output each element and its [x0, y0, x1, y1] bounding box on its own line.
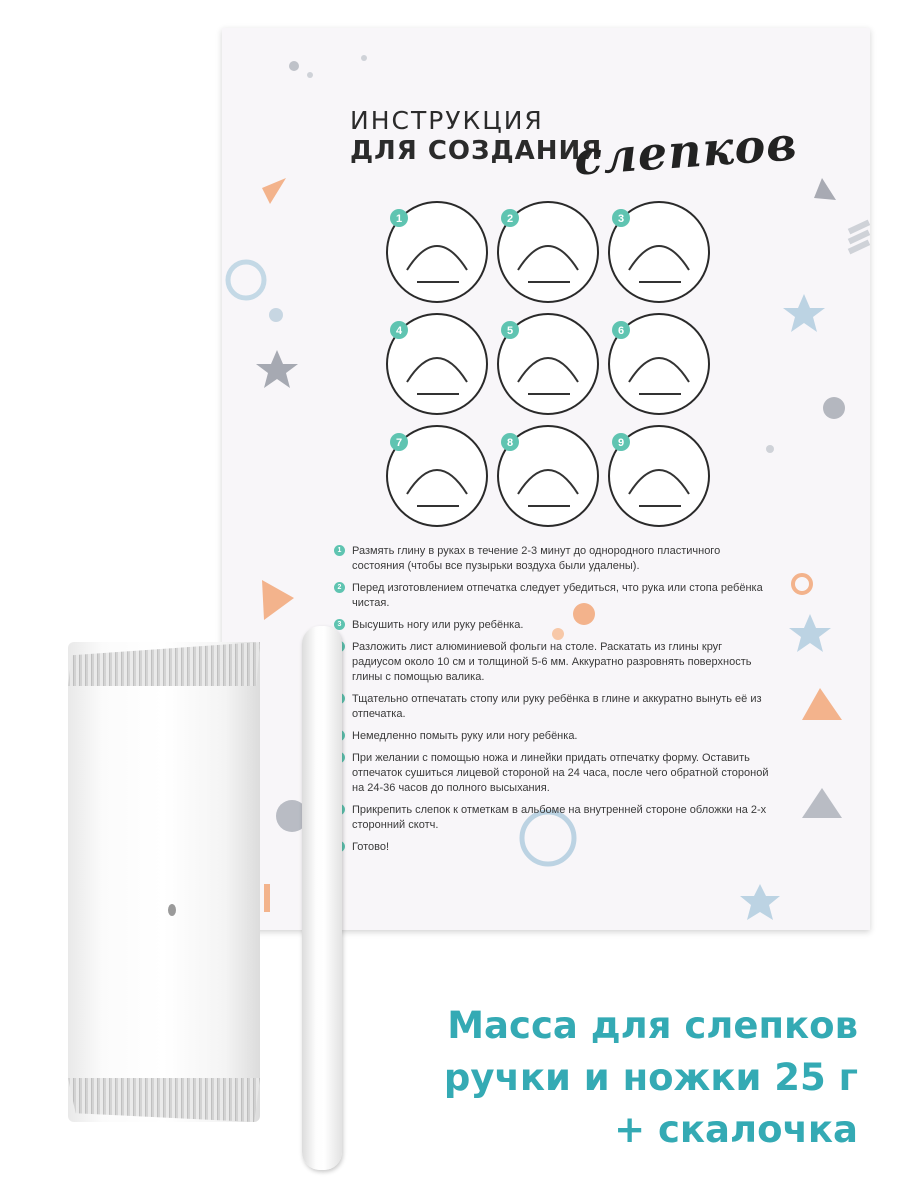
- step-illustration-6: [609, 314, 709, 414]
- instruction-item: [334, 751, 774, 796]
- instruction-number-badge: 1: [334, 545, 345, 556]
- clay-package-body: [68, 642, 260, 1122]
- instruction-number-badge: 3: [334, 619, 345, 630]
- instruction-item: [334, 803, 774, 833]
- instruction-text: Разложить лист алюминиевой фольги на столе. Раскатать из глины круг радиусом около 10 см и толщиной 5-6 мм. Аккуратно разровнять поверхность глины с помощью валика.: [352, 641, 752, 683]
- step-illustration-9: [609, 426, 709, 526]
- step-number-2: 2: [506, 213, 514, 225]
- caption-line-1: Масса для слепков: [447, 1004, 858, 1047]
- instruction-text: Готово!: [352, 841, 390, 853]
- instruction-text: Немедленно помыть руку или ногу ребёнка.: [352, 730, 578, 742]
- instruction-text: Размять глину в руках в течение 2-3 минут до однородного пластичного состояния (чтобы все пузырьки воздуха были удалены).: [352, 545, 721, 572]
- instruction-list: [334, 544, 774, 862]
- step-number-9: 9: [617, 437, 625, 449]
- instruction-item: [334, 544, 774, 574]
- step-number-6: 6: [617, 325, 625, 337]
- step-illustration-1: [387, 202, 487, 302]
- step-illustration-7: [387, 426, 487, 526]
- instruction-item: [334, 692, 774, 722]
- instruction-item: [334, 581, 774, 611]
- instruction-text: Перед изготовлением отпечатка следует убедиться, что рука или стопа ребёнка чистая.: [352, 582, 763, 609]
- sheet-title-line-1: ИНСТРУКЦИЯ: [350, 106, 544, 135]
- step-number-7: 7: [395, 437, 403, 449]
- sheet-title-line-2: ДЛЯ СОЗДАНИЯ: [350, 136, 603, 166]
- step-illustration-5: [498, 314, 598, 414]
- step-number-5: 5: [506, 325, 514, 337]
- instruction-text: При желании с помощью ножа и линейки придать отпечатку форму. Оставить отпечаток сушиться лицевой стороной на 24 часа, после чего обратной стороной на 24-36 часов до полного высыхания.: [352, 752, 769, 794]
- instruction-number-badge: 2: [334, 582, 345, 593]
- package-hole: [168, 904, 176, 916]
- instruction-item: [334, 618, 774, 633]
- step-illustration-3: [609, 202, 709, 302]
- step-number-3: 3: [617, 213, 625, 225]
- instruction-item: [334, 640, 774, 685]
- product-caption: [444, 1000, 858, 1156]
- step-number-8: 8: [506, 437, 514, 449]
- step-illustration-4: [387, 314, 487, 414]
- step-number-4: 4: [395, 325, 403, 337]
- instruction-text: Тщательно отпечатать стопу или руку ребёнка в глине и аккуратно вынуть её из отпечатка.: [352, 693, 762, 720]
- caption-line-3: + скалочка: [614, 1108, 858, 1151]
- instruction-item: [334, 729, 774, 744]
- instruction-text: Высушить ногу или руку ребёнка.: [352, 619, 524, 631]
- step-illustration-2: [498, 202, 598, 302]
- clay-package: [68, 642, 260, 1122]
- sheet-title-script: слепков: [572, 116, 800, 186]
- instruction-text: Прикрепить слепок к отметкам в альбоме на внутренней стороне обложки на 2-х сторонний скотч.: [352, 804, 767, 831]
- step-illustration-8: [498, 426, 598, 526]
- instruction-item: [334, 840, 774, 855]
- rolling-pin: [302, 626, 342, 1170]
- caption-line-2: ручки и ножки 25 г: [443, 1056, 858, 1099]
- step-number-1: 1: [395, 213, 403, 225]
